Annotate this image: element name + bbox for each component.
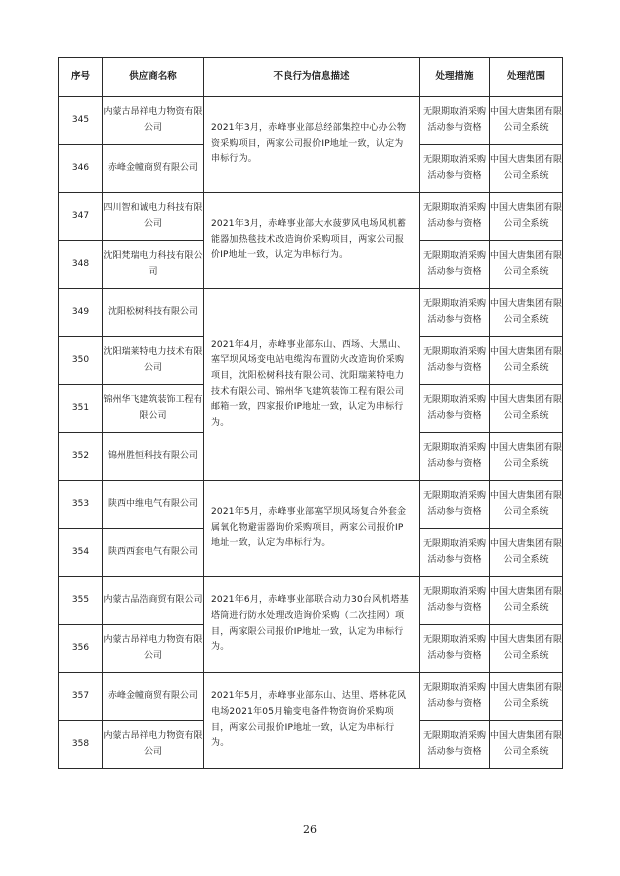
table-row (59, 289, 563, 337)
header-scope: 处理范围 (490, 58, 563, 97)
row-scope: 中国大唐集团有限公司全系统 (490, 481, 563, 529)
row-measure: 无限期取消采购活动参与资格 (420, 241, 490, 289)
row-measure: 无限期取消采购活动参与资格 (420, 337, 490, 385)
row-measure: 无限期取消采购活动参与资格 (420, 529, 490, 577)
row-seq: 353 (59, 481, 103, 529)
row-seq: 345 (59, 97, 103, 145)
row-supplier: 沈阳瑞莱特电力技术有限公司 (103, 337, 204, 385)
row-measure: 无限期取消采购活动参与资格 (420, 385, 490, 433)
table-row (59, 481, 563, 529)
row-seq: 355 (59, 577, 103, 625)
row-supplier: 内蒙古昂祥电力物资有限公司 (103, 97, 204, 145)
row-seq: 357 (59, 673, 103, 721)
row-scope: 中国大唐集团有限公司全系统 (490, 97, 563, 145)
row-scope: 中国大唐集团有限公司全系统 (490, 625, 563, 673)
row-scope: 中国大唐集团有限公司全系统 (490, 385, 563, 433)
row-scope: 中国大唐集团有限公司全系统 (490, 529, 563, 577)
row-seq: 358 (59, 721, 103, 769)
table-header-row (59, 58, 563, 97)
header-measure: 处理措施 (420, 58, 490, 97)
row-scope: 中国大唐集团有限公司全系统 (490, 577, 563, 625)
row-measure: 无限期取消采购活动参与资格 (420, 193, 490, 241)
row-supplier: 陕西中维电气有限公司 (103, 481, 204, 529)
row-scope: 中国大唐集团有限公司全系统 (490, 673, 563, 721)
row-scope: 中国大唐集团有限公司全系统 (490, 241, 563, 289)
row-supplier: 内蒙古品浩商贸有限公司 (103, 577, 204, 625)
row-measure: 无限期取消采购活动参与资格 (420, 625, 490, 673)
row-scope: 中国大唐集团有限公司全系统 (490, 721, 563, 769)
row-seq: 356 (59, 625, 103, 673)
page-number: 26 (303, 823, 317, 836)
row-scope: 中国大唐集团有限公司全系统 (490, 337, 563, 385)
row-supplier: 赤峰金幢商贸有限公司 (103, 145, 204, 193)
row-supplier: 内蒙古昂祥电力物资有限公司 (103, 721, 204, 769)
row-scope: 中国大唐集团有限公司全系统 (490, 145, 563, 193)
row-measure: 无限期取消采购活动参与资格 (420, 577, 490, 625)
row-supplier: 锦州胜恒科技有限公司 (103, 433, 204, 481)
row-seq: 346 (59, 145, 103, 193)
table-row (59, 577, 563, 625)
row-scope: 中国大唐集团有限公司全系统 (490, 289, 563, 337)
row-measure: 无限期取消采购活动参与资格 (420, 481, 490, 529)
header-supplier: 供应商名称 (103, 58, 204, 97)
penalty-table (58, 57, 563, 769)
row-supplier: 沈阳梵瑞电力科技有限公司 (103, 241, 204, 289)
row-measure: 无限期取消采购活动参与资格 (420, 721, 490, 769)
row-supplier: 锦州华飞建筑装饰工程有限公司 (103, 385, 204, 433)
row-description: 2021年3月，赤峰事业部总经部集控中心办公物资采购项目，两家公司报价IP地址一致，认定为串标行为。 (204, 97, 420, 193)
table-row (59, 193, 563, 241)
row-supplier: 内蒙古昂祥电力物资有限公司 (103, 625, 204, 673)
row-supplier: 沈阳松树科技有限公司 (103, 289, 204, 337)
row-measure: 无限期取消采购活动参与资格 (420, 145, 490, 193)
header-description: 不良行为信息描述 (204, 58, 420, 97)
row-description: 2021年6月，赤峰事业部联合动力30台风机塔基塔筒进行防水处理改造询价采购（二次挂网）项目，两家限公司报价IP地址一致，认定为串标行为。 (204, 577, 420, 673)
row-description: 2021年5月，赤峰事业部东山、达里、塔林花风电场2021年05月输变电备件物资询价采购项目，两家公司报价IP地址一致，认定为串标行为。 (204, 673, 420, 769)
row-description: 2021年3月，赤峰事业部大水菠萝风电场风机蓄能器加热毯技术改造询价采购项目，两家公司报价IP地址一致，认定为串标行为。 (204, 193, 420, 289)
table-row (59, 673, 563, 721)
row-seq: 348 (59, 241, 103, 289)
row-measure: 无限期取消采购活动参与资格 (420, 97, 490, 145)
row-seq: 352 (59, 433, 103, 481)
row-seq: 350 (59, 337, 103, 385)
row-measure: 无限期取消采购活动参与资格 (420, 673, 490, 721)
row-measure: 无限期取消采购活动参与资格 (420, 433, 490, 481)
row-measure: 无限期取消采购活动参与资格 (420, 289, 490, 337)
row-description: 2021年4月，赤峰事业部东山、西场、大黑山、塞罕坝风场变电站电缆沟布置防火改造询价采购项目，沈阳松树科技有限公司、沈阳瑞莱特电力技术有限公司、锦州华飞建筑装饰工程有限公司邮箱一致，四家报价IP地址一致，认定为串标行为。 (204, 289, 420, 481)
row-description: 2021年5月，赤峰事业部塞罕坝风场复合外套金属氧化物避雷器询价采购项目，两家公司报价IP地址一致，认定为串标行为。 (204, 481, 420, 577)
row-seq: 351 (59, 385, 103, 433)
row-supplier: 陕西西套电气有限公司 (103, 529, 204, 577)
row-seq: 347 (59, 193, 103, 241)
row-scope: 中国大唐集团有限公司全系统 (490, 193, 563, 241)
row-seq: 354 (59, 529, 103, 577)
row-supplier: 四川智和诚电力科技有限公司 (103, 193, 204, 241)
row-supplier: 赤峰金幢商贸有限公司 (103, 673, 204, 721)
table-row (59, 97, 563, 145)
row-scope: 中国大唐集团有限公司全系统 (490, 433, 563, 481)
row-seq: 349 (59, 289, 103, 337)
header-seq: 序号 (59, 58, 103, 97)
